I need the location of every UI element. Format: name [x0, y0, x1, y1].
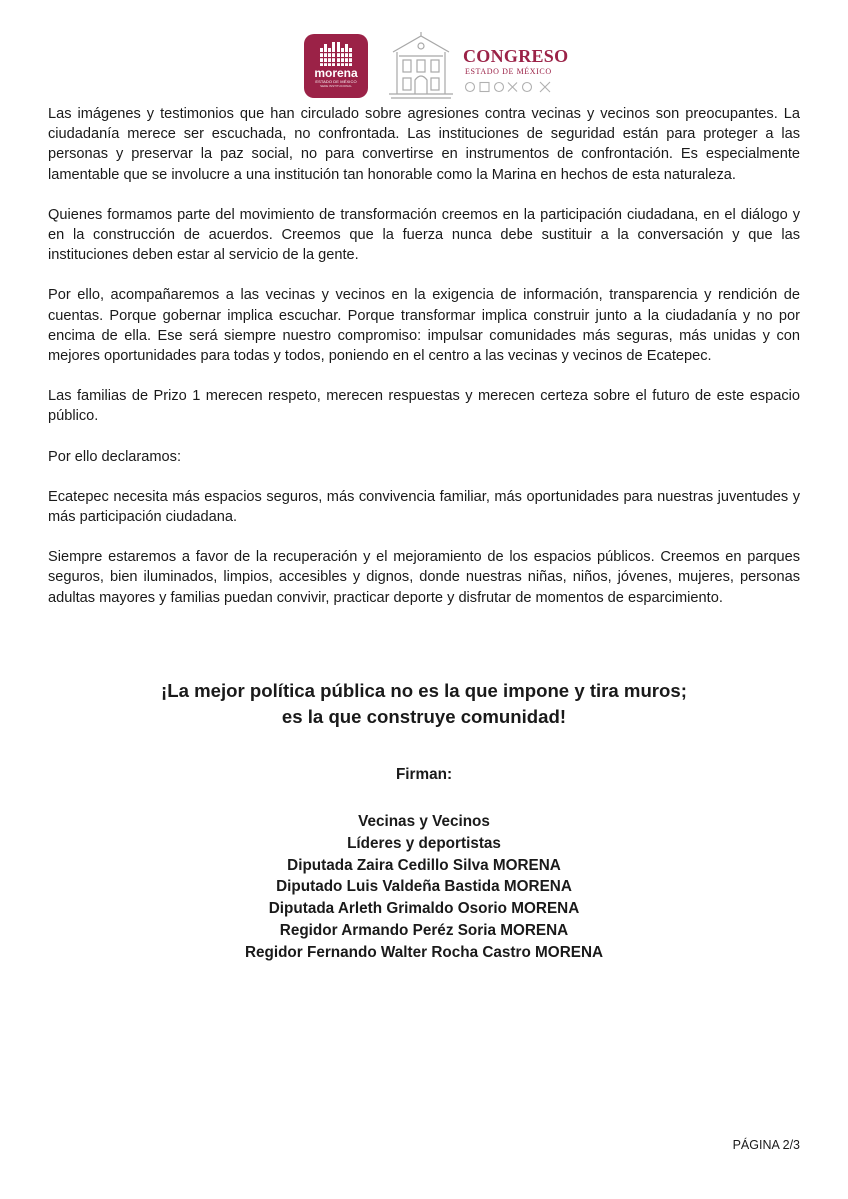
paragraph: Las familias de Prizo 1 merecen respeto, merecen respuestas y merecen certeza sobre el futuro de este espacio público. — [48, 388, 800, 425]
slogan-line: ¡La mejor política pública no es la que impone y tira muros; — [161, 680, 687, 701]
signer: Vecinas y Vecinos — [358, 813, 490, 830]
congreso-title: CONGRESO — [463, 46, 569, 66]
legislative-building-icon — [385, 32, 457, 100]
signer: Diputada Arleth Grimaldo Osorio MORENA — [268, 900, 580, 918]
paragraph: Quienes formamos parte del movimiento de transformación creemos en la participación ciudadana, en el diálogo y en la construcción de acuerdos. Creemos que la fuerza nunca debe sustituir a la conversación y que las instituciones deben estar al servicio de la gente. — [48, 206, 800, 264]
signer: Diputado Luis Valdeña Bastida MORENA — [276, 878, 572, 896]
paragraph: Por ello, acompañaremos a las vecinas y vecinos en la exigencia de información, transparencia y rendición de cuentas. Porque gobernar implica escuchar. Porque transformar implica construir junto a la ciudadanía y no por encima de ella. Ese será siempre nuestro compromiso: impulsar comunidades más seguras, más unidas y con mejores oportunidades para todas y todos, poniendo en el centro a las vecinas y vecinos de Ecatepec. — [48, 287, 800, 365]
header-logos — [0, 32, 848, 102]
congreso-symbols-icon — [464, 80, 556, 94]
morena-mark-icon — [318, 40, 354, 66]
slogan — [0, 678, 848, 730]
signer: Regidor Armando Peréz Soria MORENA — [279, 921, 569, 939]
signers-list — [0, 811, 848, 964]
morena-logo — [304, 34, 368, 98]
paragraph: Siempre estaremos a favor de la recuperación y el mejoramiento de los espacios públicos. Creemos en parques seguros, bien iluminados, limpios, accesibles y dignos, donde nuestras niñas, niños, jóvenes, mujeres, personas adultas mayores y familias puedan convivir, practicar deporte y disfrutar de momentos de esparcimiento. — [48, 549, 800, 606]
paragraph: Las imágenes y testimonios que han circulado sobre agresiones contra vecinas y vecinos son preocupantes. La ciudadanía merece ser escuchada, no confrontada. Las instituciones de seguridad están para proteger a las personas y preservar la paz social, no para convertirse en instrumentos de confrontación. Es especialmente lamentable que se involucre a una institución tan honorable como la Marina en hechos de esta naturaleza. — [48, 106, 800, 183]
morena-wordmark: morena — [314, 66, 358, 80]
morena-tagline: SEDE INSTITUCIONAL — [320, 84, 352, 88]
page-number: PÁGINA 2/3 — [732, 1138, 800, 1152]
paragraph: Por ello declaramos: — [48, 448, 182, 465]
congreso-subtitle: ESTADO DE MÉXICO — [465, 67, 552, 76]
signer: Diputada Zaira Cedillo Silva MORENA — [287, 856, 561, 874]
signer: Regidor Fernando Walter Rocha Castro MORENA — [244, 943, 604, 961]
morena-subtitle: ESTADO DE MÉXICO — [315, 79, 357, 84]
paragraph: Ecatepec necesita más espacios seguros, más convivencia familiar, más oportunidades para nuestras juventudes y más participación ciudadana. — [48, 488, 800, 526]
signer: Líderes y deportistas — [347, 834, 501, 852]
slogan-line: es la que construye comunidad! — [281, 706, 567, 727]
signatures-heading: Firman: — [395, 766, 453, 783]
body-text — [48, 104, 800, 628]
